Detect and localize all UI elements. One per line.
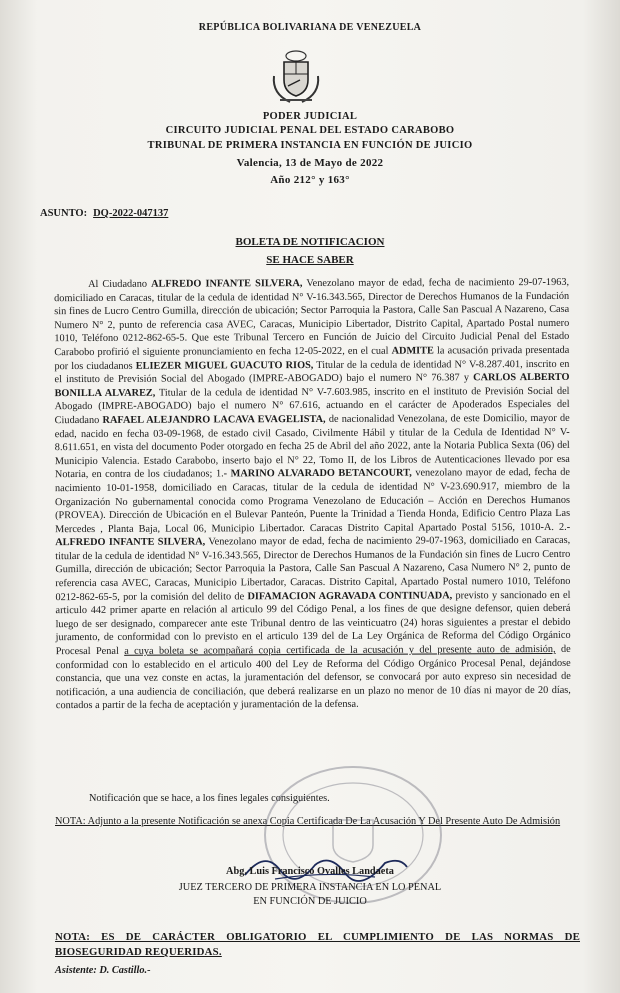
party-name: ALFREDO INFANTE SILVERA, <box>151 278 303 290</box>
party-name: ELIEZER MIGUEL GUACUTO RIOS, <box>135 359 314 372</box>
underlined-clause: a cuya boleta se acompañará copia certificada de la acusación y del presente auto de admisión, <box>124 643 556 657</box>
judge-function: EN FUNCIÓN DE JUICIO <box>253 896 367 907</box>
judge-title: JUEZ TERCERO DE PRIMERA INSTANCIA EN LO PENAL <box>178 882 442 893</box>
document-year: Año 212° y 163° <box>270 174 350 186</box>
tribunal-heading: TRIBUNAL DE PRIMERA INSTANCIA EN FUNCIÓN DE JUICIO <box>147 140 473 151</box>
body-paragraph: Al Ciudadano ALFREDO INFANTE SILVERA, Venezolano mayor de edad, fecha de nacimiento 29-07-1963, domiciliado en Caracas, titular de la cedula de identidad N° V-16.343.565, Director de Derechos Humanos de la Fundación sin fines de Lucro Centro Gumilla, dirección de ubicación; Sector Parroquia la Pastora, Calle San Pascual A Nazareno, Casa Numero N° 2, punto de referencia casa AVEC, Caracas, Municipio Libertador, Distrito Capital, Apartado Postal numero 1010, Teléfono 0212-862-65-5. Que este Tribunal Tercero en Función de Juicio del Circuito Judicial Penal del Estado Carabobo profirió el siguiente pronunciamiento en fecha 12-05-2022, en el cual ADMITE la acusación privada presentada por los ciudadanos ELIEZER MIGUEL GUACUTO RIOS, Titular de la cedula de identidad N° V-8.287.401, inscrito en el instituto de Previsión Social del Abogado (IMPRE-ABOGADO) bajo el numero N° 76.387 y CARLOS ALBERTO BONILLA ALVAREZ, Titular de la cedula de identidad N° V-7.603.985, inscrito en el instituto de Previsión Social del Abogado (IMPRE-ABOGADO) bajo el numero N° 67.616, actuando en el carácter de Apoderados Especiales del Ciudadano RAFAEL ALEJANDRO LACAVA EVAGELISTA, de nacionalidad Venezolana, de este Domicilio, mayor de edad, nacido en fecha 03-09-1968, de estado civil Casado, Civilmente Hábil y titular de la Cedula de Identidad N° V-8.611.651, en vista del documento Poder otorgado en fecha 25 de Abril del año 2022, ante la Notaria Publica Sexta (06) del Municipio Valencia. Estado Carabobo, inserto bajo el N° 22, Tomo II, de los Libros de Autenticaciones llevado por esa Notaria, en contra de los ciudadanos; 1.- MARINO ALVARADO BETANCOURT, venezolano mayor de edad, fecha de nacimiento 10-01-1958, domiciliado en Caracas, titular de la cedula de identidad N° V-23.690.917, miembro de la Organización No gubernamental conocida como Programa Venezolano de Educación – Acción en Derechos Humanos (PROVEA). Dirección de Ubicación en el Bulevar Panteón, Puente la Trinidad a Tienda Honda, Edificio Centro Plaza Las Mercedes , Planta Baja, Local 06, Municipio Libertador. Caracas Distrito Capital Apartado Postal 5156, 1010-A. 2.- ALFREDO INFANTE SILVERA, Venezolano mayor de edad, fecha de nacimiento 29-07-1963, domiciliado en Caracas, titular de la cedula de identidad N° V-16.343.565, Director de Derechos Humanos de la Fundación sin fines de Lucro Centro Gumilla, dirección de ubicación; Sector Parroquia la Pastora, Calle San Pascual A Nazareno, Casa Numero N° 2, punto de referencia casa AVEC, Caracas, Municipio Libertador, Caracas. Distrito Capital, Apartado Postal numero 1010, Teléfono 0212-862-65-5, por la comisión del delito de DIFAMACION AGRAVADA CONTINUADA, previsto y sancionado en el articulo 442 primer aparte en relación al articulo 99 del Código Penal, a los fines de que designe defensor, quien deberá luego de ser designado, comparecer ante este Tribunal dentro de las veinticuatro (24) horas siguientes a prestar el debido juramento, de conformidad con lo previsto en el articulo 139 del de La Ley Orgánica de Reforma del Código Orgánico Procesal Penal a cuya boleta se acompañará copia certificada de la acusación y del presente auto de admisión, de conformidad con lo establecido en el articulo 400 del Ley de Reforma del Código Orgánico Procesal Penal, dejándose constancia, que una vez conste en actas, la juramentación del defensor, se convocará por auto expreso sin necesidad de notificación, a una audiencia de conciliación, que deberá realizarse en un plazo no menor de 10 días ni mayor de 20 días, contados a partir de la fecha de aceptación y juramentación de la defensa. <box>54 276 571 712</box>
asunto-number: DQ-2022-047137 <box>93 208 169 219</box>
judge-name: Abg. Luis Francisco Ovalles Landaeta <box>226 866 394 877</box>
party-name: MARINO ALVARADO BETANCOURT, <box>230 467 412 480</box>
coat-of-arms-icon <box>266 46 326 106</box>
asunto-label: ASUNTO: <box>40 208 88 219</box>
notification-body <box>54 276 571 713</box>
admite-keyword: ADMITE <box>391 345 434 357</box>
circuito-heading: CIRCUITO JUDICIAL PENAL DEL ESTADO CARABOBO <box>165 125 455 136</box>
offense-name: DIFAMACION AGRAVADA CONTINUADA, <box>247 590 453 602</box>
party-name: CARLOS ALBERTO BONILLA ALVAREZ, <box>54 372 570 399</box>
assistant-line: Asistente: D. Castillo.- <box>55 965 151 976</box>
asunto-line <box>40 208 168 219</box>
document-date: Valencia, 13 de Mayo de 2022 <box>236 157 384 169</box>
party-name: ALFREDO INFANTE SILVERA, <box>55 536 206 549</box>
closing-line: Notificación que se hace, a los fines legales consiguientes. <box>89 793 330 804</box>
hace-saber-title: SE HACE SABER <box>266 254 354 266</box>
poder-judicial-heading: PODER JUDICIAL <box>262 111 358 122</box>
republic-heading: REPÚBLICA BOLIVARIANA DE VENEZUELA <box>198 22 422 33</box>
party-name: RAFAEL ALEJANDRO LACAVA EVAGELISTA, <box>102 413 326 426</box>
signature-icon <box>235 845 415 885</box>
attachment-note: NOTA: Adjunto a la presente Notificación se anexa Copia Certificada De La Acusación Y Del Presente Auto De Admisión <box>55 816 561 827</box>
biosecurity-note: NOTA: ES DE CARÁCTER OBLIGATORIO EL CUMPLIMIENTO DE LAS NORMAS DE BIOSEGURIDAD REQUERIDAS. <box>55 931 580 958</box>
boleta-title: BOLETA DE NOTIFICACION <box>235 236 385 248</box>
